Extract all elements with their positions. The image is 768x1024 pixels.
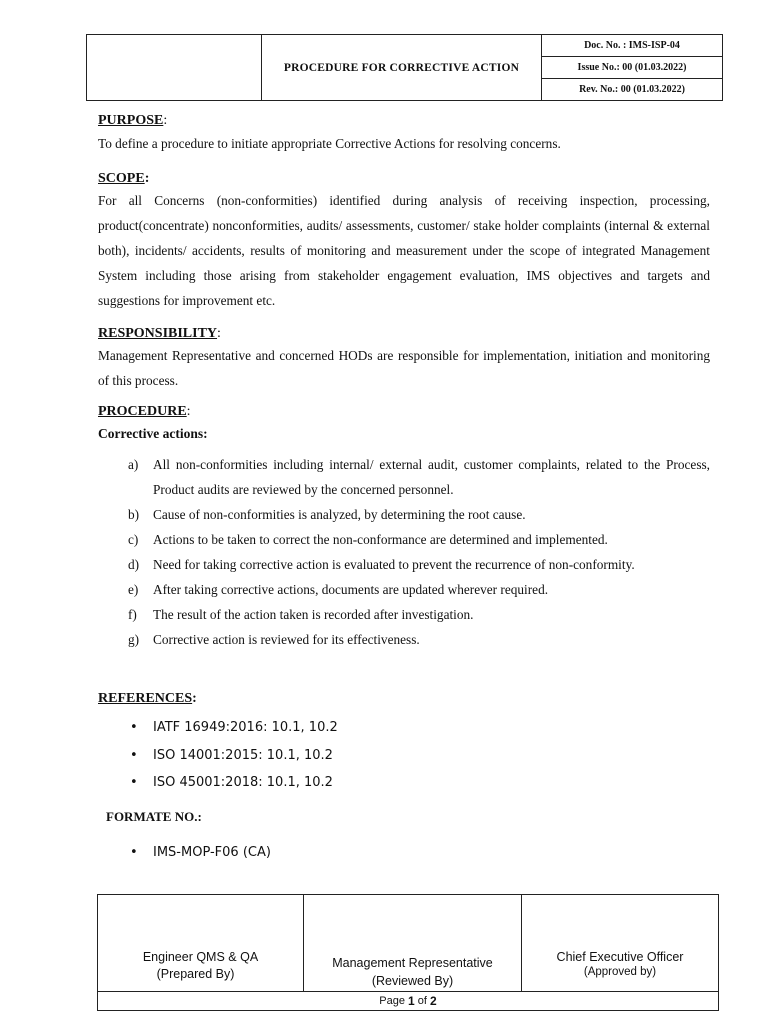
- purpose-text: To define a procedure to initiate appropriate Corrective Actions for resolving concerns.: [98, 136, 561, 151]
- document-meta-cell: [542, 35, 722, 100]
- list-item: • IATF 16949:2016: 10.1, 10.2: [130, 720, 338, 735]
- issue-number: Issue No.: 00 (01.03.2022): [542, 57, 722, 79]
- document-title-cell: [262, 35, 542, 100]
- scope-section: [98, 171, 710, 313]
- list-item: c) Actions to be taken to correct the non-conformance are determined and implemented.: [128, 532, 608, 547]
- procedure-heading: PROCEDURE:: [98, 404, 191, 419]
- responsibility-text: Management Representative and concerned HODs are responsible for implementation, initiation and monitoring of this process.: [98, 348, 710, 388]
- procedure-subheading: Corrective actions:: [98, 426, 208, 441]
- list-item: a) All non-conformities including internal/ external audit, customer complaints, related to the Process, Product audits are reviewed by the concerned personnel.: [128, 457, 710, 497]
- list-item: f) The result of the action taken is recorded after investigation.: [128, 607, 474, 622]
- purpose-heading: PURPOSE:: [98, 113, 168, 128]
- approval-table: [97, 894, 719, 1011]
- references-section: [98, 691, 710, 707]
- responsibility-section: [98, 326, 710, 393]
- formats-heading: FORMATE NO.:: [106, 809, 202, 824]
- references-heading: REFERENCES:: [98, 691, 197, 706]
- purpose-section: [98, 113, 710, 156]
- document-header-table: [86, 34, 723, 101]
- references-list: [98, 714, 710, 797]
- prepared-by-cell: [98, 895, 304, 991]
- responsibility-heading: RESPONSIBILITY:: [98, 326, 221, 341]
- approved-by-cell: [522, 895, 718, 991]
- list-item: g) Corrective action is reviewed for its effectiveness.: [128, 632, 420, 647]
- reviewed-by-cell: [304, 895, 522, 991]
- prepared-label: (Prepared By): [156, 967, 235, 981]
- procedure-list: [98, 452, 710, 652]
- approved-role: Chief Executive Officer: [556, 950, 684, 964]
- formats-section: [106, 809, 718, 825]
- list-item: • ISO 14001:2015: 10.1, 10.2: [130, 747, 333, 763]
- revision-number: Rev. No.: 00 (01.03.2022): [579, 84, 685, 95]
- list-item: b) Cause of non-conformities is analyzed, by determining the root cause.: [128, 507, 526, 522]
- list-item: • IMS-MOP-F06 (CA): [130, 845, 271, 860]
- list-item: e) After taking corrective actions, documents are updated wherever required.: [128, 582, 549, 597]
- prepared-role: Engineer QMS & QA: [142, 950, 259, 964]
- reviewed-role: Management Representative: [332, 956, 493, 970]
- list-item: d) Need for taking corrective action is evaluated to prevent the recurrence of non-conformity.: [128, 557, 635, 572]
- scope-text: For all Concerns (non-conformities) identified during analysis of receiving inspection, processing, product(concentrate) nonconformities, audits/ assessments, customer/ stake holder complaints (internal & external both), incidents/ accidents, results of monitoring and measurement under the scope of integrated Management System including those arising from stakeholder engagement evaluation, IMS objectives and targets and suggestions for improvement etc.: [98, 193, 710, 308]
- approved-label: (Approved by): [583, 966, 657, 978]
- reviewed-label: (Reviewed By): [371, 974, 454, 988]
- procedure-section: [98, 404, 710, 442]
- document-title: PROCEDURE FOR CORRECTIVE ACTION: [283, 61, 520, 74]
- scope-heading: SCOPE:: [98, 171, 150, 186]
- doc-number: Doc. No. : IMS-ISP-04: [542, 35, 722, 57]
- list-item: • ISO 45001:2018: 10.1, 10.2: [130, 775, 333, 790]
- page-number: Page 1 of 2: [98, 991, 718, 1010]
- formats-list: [98, 839, 710, 867]
- logo-cell: [87, 35, 262, 100]
